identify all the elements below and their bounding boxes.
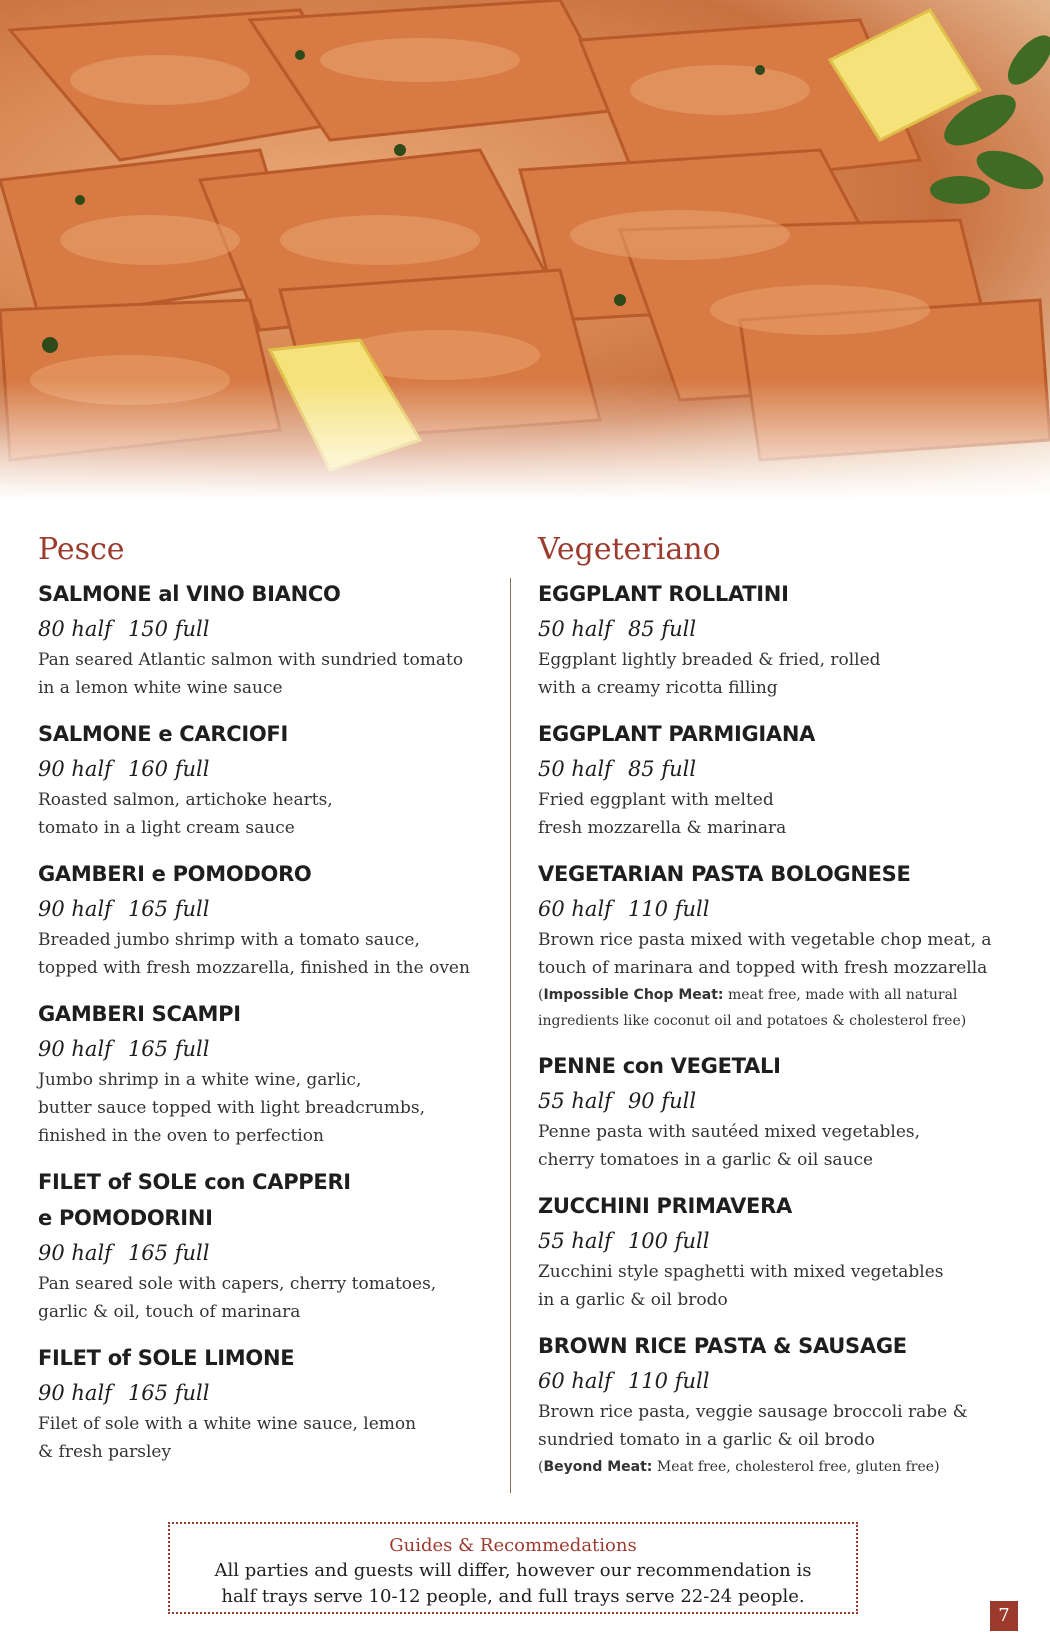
guides-title: Guides & Recommedations xyxy=(389,1535,637,1556)
menu-item xyxy=(538,1048,1008,1174)
half-price: 50 half xyxy=(538,757,612,781)
menu-item xyxy=(538,1188,1008,1314)
half-price: 90 half xyxy=(38,1381,112,1405)
item-price xyxy=(38,892,478,926)
item-name: FILET of SOLE LIMONE xyxy=(38,1346,295,1370)
half-price: 55 half xyxy=(538,1229,612,1253)
menu-item xyxy=(38,856,478,982)
full-price: 90 full xyxy=(627,1089,697,1113)
item-description: Filet of sole with a white wine sauce, lemon & fresh parsley xyxy=(38,1414,417,1462)
half-price: 90 half xyxy=(38,757,112,781)
menu-item xyxy=(538,576,1008,702)
item-price xyxy=(38,612,478,646)
menu-item xyxy=(38,576,478,702)
full-price: 110 full xyxy=(627,1369,710,1393)
menu-item xyxy=(38,1340,478,1466)
half-price: 90 half xyxy=(38,1037,112,1061)
item-description: Fried eggplant with melted fresh mozzarella & marinara xyxy=(538,790,787,838)
full-price: 110 full xyxy=(627,897,710,921)
half-price: 90 half xyxy=(38,1241,112,1265)
half-price: 50 half xyxy=(538,617,612,641)
item-name: ZUCCHINI PRIMAVERA xyxy=(538,1194,792,1218)
full-price: 165 full xyxy=(127,1241,210,1265)
item-price xyxy=(538,892,1008,926)
item-name: EGGPLANT PARMIGIANA xyxy=(538,722,816,746)
item-name: SALMONE e CARCIOFI xyxy=(38,722,288,746)
item-description: Brown rice pasta, veggie sausage broccoli rabe & sundried tomato in a garlic & oil brodo xyxy=(538,1402,968,1450)
item-name: GAMBERI e POMODORO xyxy=(38,862,312,886)
full-price: 160 full xyxy=(127,757,210,781)
item-price xyxy=(38,1376,478,1410)
item-name: BROWN RICE PASTA & SAUSAGE xyxy=(538,1334,907,1358)
half-price: 80 half xyxy=(38,617,112,641)
item-price xyxy=(538,752,1008,786)
menu-item xyxy=(38,1164,478,1326)
item-name: SALMONE al VINO BIANCO xyxy=(38,582,341,606)
item-description: Pan seared sole with capers, cherry tomatoes, garlic & oil, touch of marinara xyxy=(38,1274,437,1322)
item-name: VEGETARIAN PASTA BOLOGNESE xyxy=(538,862,911,886)
section-title-vegeteriano: Vegeteriano xyxy=(538,532,721,567)
full-price: 85 full xyxy=(627,757,697,781)
half-price: 90 half xyxy=(38,897,112,921)
guides-line-2: half trays serve 10-12 people, and full trays serve 22-24 people. xyxy=(221,1586,805,1607)
half-price: 60 half xyxy=(538,1369,612,1393)
vegeteriano-section xyxy=(538,530,1008,1494)
item-price xyxy=(538,1224,1008,1258)
item-name: EGGPLANT ROLLATINI xyxy=(538,582,789,606)
item-price xyxy=(38,1032,478,1066)
full-price: 85 full xyxy=(627,617,697,641)
menu-item xyxy=(538,716,1008,842)
item-description: Eggplant lightly breaded & fried, rolled with a creamy ricotta filling xyxy=(538,650,881,698)
full-price: 165 full xyxy=(127,897,210,921)
full-price: 165 full xyxy=(127,1037,210,1061)
guides-box xyxy=(168,1522,858,1614)
item-name: PENNE con VEGETALI xyxy=(538,1054,781,1078)
item-price xyxy=(538,612,1008,646)
item-note: (Impossible Chop Meat: meat free, made with all natural ingredients like coconut oil and potatoes & cholesterol free) xyxy=(538,987,967,1029)
half-price: 55 half xyxy=(538,1089,612,1113)
item-price xyxy=(538,1364,1008,1398)
item-price xyxy=(538,1084,1008,1118)
item-name: FILET of SOLE con CAPPERI e POMODORINI xyxy=(38,1170,351,1230)
hero-food-image xyxy=(0,0,1050,500)
page-number: 7 xyxy=(990,1601,1018,1631)
item-description: Brown rice pasta mixed with vegetable chop meat, a touch of marinara and topped with fresh mozzarella xyxy=(538,930,992,978)
item-note: (Beyond Meat: Meat free, cholesterol free, gluten free) xyxy=(538,1459,940,1475)
half-price: 60 half xyxy=(538,897,612,921)
column-divider xyxy=(510,578,511,1493)
item-price xyxy=(38,1236,478,1270)
menu-item xyxy=(38,996,478,1150)
full-price: 100 full xyxy=(627,1229,710,1253)
menu-item xyxy=(538,856,1008,1034)
item-name: GAMBERI SCAMPI xyxy=(38,1002,241,1026)
pesce-section xyxy=(38,530,478,1480)
item-description: Pan seared Atlantic salmon with sundried tomato in a lemon white wine sauce xyxy=(38,650,464,698)
menu-item xyxy=(38,716,478,842)
item-price xyxy=(38,752,478,786)
full-price: 165 full xyxy=(127,1381,210,1405)
item-description: Jumbo shrimp in a white wine, garlic, butter sauce topped with light breadcrumbs, finished in the oven to perfection xyxy=(38,1070,425,1146)
section-title-pesce: Pesce xyxy=(38,532,125,567)
menu-item xyxy=(538,1328,1008,1480)
item-description: Zucchini style spaghetti with mixed vegetables in a garlic & oil brodo xyxy=(538,1262,944,1310)
item-description: Breaded jumbo shrimp with a tomato sauce, topped with fresh mozzarella, finished in the oven xyxy=(38,930,470,978)
item-description: Penne pasta with sautéed mixed vegetables, cherry tomatoes in a garlic & oil sauce xyxy=(538,1122,921,1170)
item-description: Roasted salmon, artichoke hearts, tomato in a light cream sauce xyxy=(38,790,333,838)
guides-line-1: All parties and guests will differ, however our recommendation is xyxy=(214,1560,812,1581)
full-price: 150 full xyxy=(127,617,210,641)
